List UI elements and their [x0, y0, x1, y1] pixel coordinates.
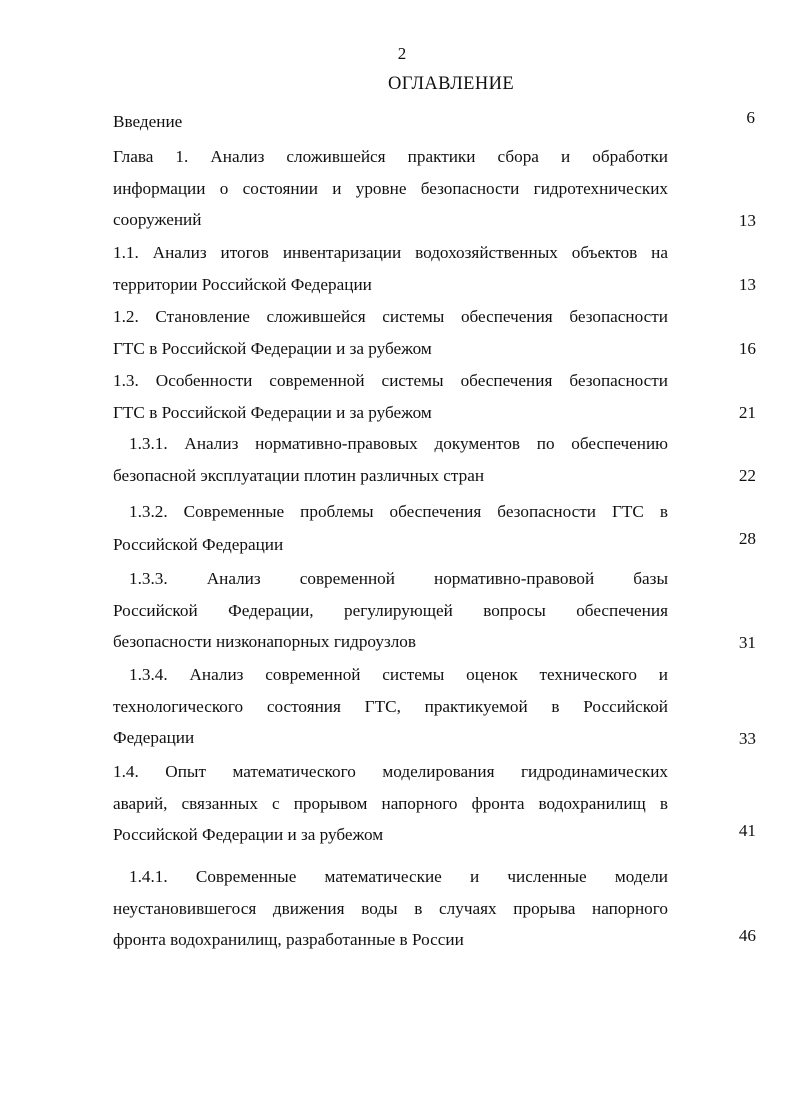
toc-entry-title-line: сооружений — [113, 210, 202, 229]
toc-entry-title-line: фронта водохранилищ, разработанные в России — [113, 930, 464, 949]
toc-entry-page: 21 — [738, 403, 756, 422]
toc-entry-title-line: 1.1. Анализ итогов инвентаризации водохозяйственных объектов на — [113, 243, 668, 262]
toc-entry-title-line: технологического состояния ГТС, практикуемой в Российской — [113, 696, 668, 716]
toc-entry-title-line: Российской Федерации — [113, 534, 284, 554]
toc-entry-title-line: Федерации — [113, 728, 195, 747]
toc-entry-page: 31 — [738, 633, 756, 652]
toc-entry-title-line: безопасной эксплуатации плотин различных стран — [113, 465, 485, 485]
toc-entry-page: 22 — [738, 466, 756, 485]
toc-entry-title-line: безопасности низконапорных гидроузлов — [113, 632, 417, 651]
toc-entry-title-line: 1.3.1. Анализ нормативно-правовых документов по обеспечению — [129, 434, 668, 453]
toc-entry-page: 16 — [738, 339, 756, 358]
toc-entry-title-line: 1.3.3. Анализ современной нормативно-правовой базы — [129, 569, 668, 588]
toc-entry-title-line: территории Российской Федерации — [113, 274, 372, 294]
toc-heading: ОГЛАВЛЕНИЕ — [388, 74, 515, 94]
toc-entry-title-line: 1.3. Особенности современной системы обеспечения безопасности — [113, 371, 668, 390]
toc-entry-title-line: 1.3.4. Анализ современной системы оценок технического и — [129, 665, 668, 684]
toc-entry-title-line: 1.2. Становление сложившейся системы обеспечения безопасности — [113, 307, 668, 326]
toc-entry-page: 41 — [738, 821, 756, 840]
toc-entry-title-line: Введение — [113, 112, 183, 131]
toc-entry-title-line: Российской Федерации и за рубежом — [113, 825, 384, 844]
toc-entry-title-line: 1.4.1. Современные математические и численные модели — [129, 867, 668, 886]
toc-entry-title-line: Глава 1. Анализ сложившейся практики сбора и обработки — [113, 147, 668, 166]
toc-entry-page: 28 — [738, 529, 756, 548]
toc-entry-title-line: неустановившегося движения воды в случаях прорыва напорного — [113, 898, 668, 918]
toc-entry-title-line: аварий, связанных с прорывом напорного фронта водохранилищ в — [113, 793, 668, 813]
toc-entry-title-line: 1.3.2. Современные проблемы обеспечения безопасности ГТС в — [129, 502, 668, 521]
toc-entry-page: 46 — [738, 926, 756, 945]
toc-entry-page: 13 — [738, 275, 756, 294]
toc-entry-page: 13 — [738, 211, 756, 230]
toc-entry-title-line: информации о состоянии и уровне безопасности гидротехнических — [113, 178, 668, 198]
toc-entry-title-line: Российской Федерации, регулирующей вопросы обеспечения — [113, 600, 668, 620]
toc-entry-page: 33 — [738, 729, 756, 748]
toc-entry-title-line: 1.4. Опыт математического моделирования гидродинамических — [113, 762, 668, 781]
toc-entry-page: 6 — [746, 108, 755, 127]
toc-entry-title-line: ГТС в Российской Федерации и за рубежом — [113, 338, 432, 358]
page-number: 2 — [397, 44, 407, 63]
toc-entry-title-line: ГТС в Российской Федерации и за рубежом — [113, 402, 432, 422]
